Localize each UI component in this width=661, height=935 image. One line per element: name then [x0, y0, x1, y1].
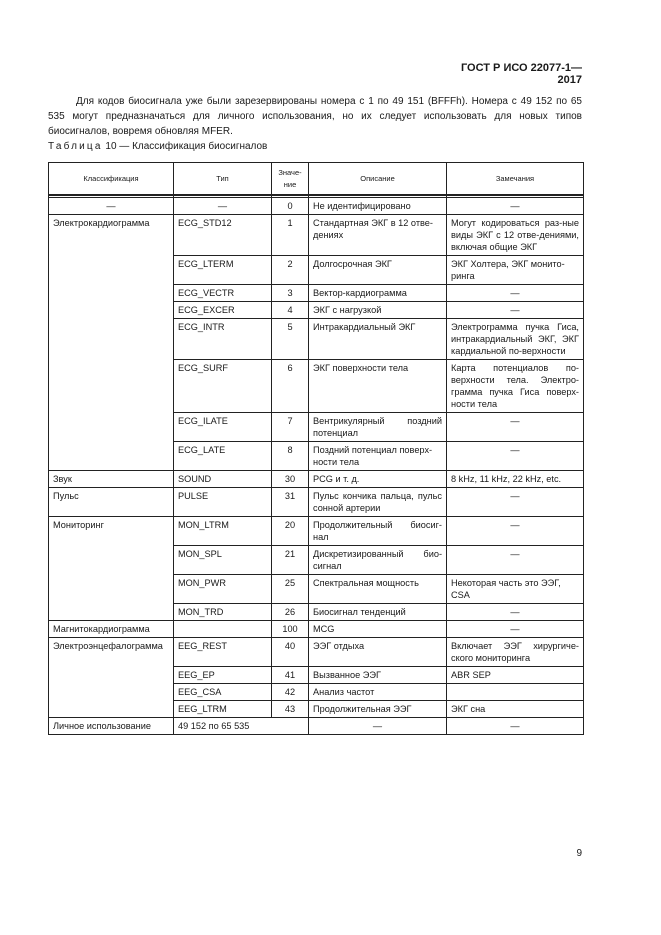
cell-value: 30	[272, 471, 309, 488]
cell-value: 31	[272, 488, 309, 517]
cell-value: 5	[272, 319, 309, 360]
col-header-classification: Классификация	[49, 163, 174, 196]
cell-type: MON_SPL	[174, 546, 272, 575]
cell-remarks: ЭКГ сна	[447, 701, 584, 718]
cell-classification: Мониторинг	[49, 517, 174, 621]
cell-remarks: —	[447, 517, 584, 546]
cell-remarks: —	[447, 718, 584, 735]
cell-remarks: —	[447, 604, 584, 621]
table-caption-label: Таблица	[48, 141, 103, 152]
cell-value: 3	[272, 285, 309, 302]
cell-remarks: —	[447, 302, 584, 319]
cell-type: ECG_STD12	[174, 215, 272, 256]
table-row	[49, 718, 584, 735]
table-caption-text: 10 — Классификация биосигналов	[102, 141, 268, 152]
cell-classification: Пульс	[49, 488, 174, 517]
cell-remarks: Могут кодироваться раз-ные виды ЭКГ с 12 отве-дениями, включая общие ЭКГ	[447, 215, 584, 256]
cell-description: Продолжительная ЭЭГ	[309, 701, 447, 718]
cell-classification: Личное использование	[49, 718, 174, 735]
cell-type: MON_PWR	[174, 575, 272, 604]
cell-description: PCG и т. д.	[309, 471, 447, 488]
cell-remarks: ABR SEP	[447, 667, 584, 684]
cell-description: —	[309, 718, 447, 735]
cell-value: 7	[272, 413, 309, 442]
cell-value: 40	[272, 638, 309, 667]
biosignal-table	[48, 162, 584, 735]
cell-value: 25	[272, 575, 309, 604]
table-row	[49, 517, 584, 546]
cell-description: Дискретизированный био-сигнал	[309, 546, 447, 575]
cell-type: ECG_ILATE	[174, 413, 272, 442]
cell-type: PULSE	[174, 488, 272, 517]
cell-type: ECG_SURF	[174, 360, 272, 413]
cell-type: EEG_CSA	[174, 684, 272, 701]
cell-description: Анализ частот	[309, 684, 447, 701]
cell-remarks: —	[447, 546, 584, 575]
cell-value: 20	[272, 517, 309, 546]
cell-value: 41	[272, 667, 309, 684]
cell-classification: Звук	[49, 471, 174, 488]
cell-classification: Магнитокардиограмма	[49, 621, 174, 638]
cell-type: ECG_INTR	[174, 319, 272, 360]
table-row	[49, 198, 584, 215]
cell-description: Продолжительный биосиг-нал	[309, 517, 447, 546]
cell-remarks: Электрограмма пучка Гиса, интракардиальный ЭКГ, ЭКГ кардиальной по-верхности	[447, 319, 584, 360]
cell-description: Спектральная мощность	[309, 575, 447, 604]
cell-description: Вентрикулярный поздний потенциал	[309, 413, 447, 442]
page-number: 9	[576, 848, 582, 859]
cell-remarks: —	[447, 413, 584, 442]
cell-description: ЭЭГ отдыха	[309, 638, 447, 667]
cell-value: 8	[272, 442, 309, 471]
cell-type: EEG_REST	[174, 638, 272, 667]
cell-type: ECG_VECTR	[174, 285, 272, 302]
cell-type: ECG_LTERM	[174, 256, 272, 285]
cell-type	[174, 621, 272, 638]
cell-description: Биосигнал тенденций	[309, 604, 447, 621]
cell-value: 43	[272, 701, 309, 718]
cell-description: ЭКГ поверхности тела	[309, 360, 447, 413]
cell-remarks: Включает ЭЭГ хирургиче-ского мониторинга	[447, 638, 584, 667]
cell-remarks: —	[447, 621, 584, 638]
cell-type: 49 152 по 65 535	[174, 718, 309, 735]
cell-type: MON_LTRM	[174, 517, 272, 546]
cell-description: MCG	[309, 621, 447, 638]
cell-remarks: ЭКГ Холтера, ЭКГ монито-ринга	[447, 256, 584, 285]
table-row	[49, 488, 584, 517]
cell-remarks: —	[447, 285, 584, 302]
table-row	[49, 215, 584, 256]
cell-classification: —	[49, 198, 174, 215]
cell-value: 4	[272, 302, 309, 319]
table-caption	[48, 141, 267, 152]
cell-value: 0	[272, 198, 309, 215]
table-header-row	[49, 163, 584, 196]
cell-description: Долгосрочная ЭКГ	[309, 256, 447, 285]
cell-description: Пульс кончика пальца, пульс сонной артерии	[309, 488, 447, 517]
cell-type: —	[174, 198, 272, 215]
cell-remarks: —	[447, 198, 584, 215]
cell-value: 100	[272, 621, 309, 638]
cell-remarks: —	[447, 488, 584, 517]
cell-remarks	[447, 684, 584, 701]
table-row	[49, 638, 584, 667]
col-header-description: Описание	[309, 163, 447, 196]
cell-classification: Электрокардиограмма	[49, 215, 174, 471]
cell-remarks: 8 kHz, 11 kHz, 22 kHz, etc.	[447, 471, 584, 488]
col-header-remarks: Замечания	[447, 163, 584, 196]
cell-remarks: Некоторая часть это ЭЭГ, CSA	[447, 575, 584, 604]
cell-description: Вызванное ЭЭГ	[309, 667, 447, 684]
cell-type: EEG_LTRM	[174, 701, 272, 718]
cell-value: 42	[272, 684, 309, 701]
col-header-value: Значе-ние	[272, 163, 309, 196]
cell-description: Поздний потенциал поверх-ности тела	[309, 442, 447, 471]
table-row	[49, 621, 584, 638]
cell-classification: Электроэнцефалограмма	[49, 638, 174, 718]
cell-type: ECG_EXCER	[174, 302, 272, 319]
cell-type: EEG_EP	[174, 667, 272, 684]
cell-description: Вектор-кардиограмма	[309, 285, 447, 302]
col-header-type: Тип	[174, 163, 272, 196]
document-header: ГОСТ Р ИСО 22077-1—2017	[460, 62, 582, 86]
cell-description: Не идентифицировано	[309, 198, 447, 215]
cell-value: 1	[272, 215, 309, 256]
cell-remarks: —	[447, 442, 584, 471]
cell-type: MON_TRD	[174, 604, 272, 621]
cell-remarks: Карта потенциалов по-верхности тела. Электро-грамма пучка Гиса поверх-ности тела	[447, 360, 584, 413]
cell-value: 21	[272, 546, 309, 575]
intro-paragraph: Для кодов биосигнала уже были зарезервированы номера с 1 по 49 151 (BFFFh). Номера с 49 152 по 65 535 могут предназначаться для личного использования, но их следует использовать для новых типов биосигналов, вовремя обновляя MFER.	[48, 96, 582, 137]
cell-type: ECG_LATE	[174, 442, 272, 471]
table-row	[49, 471, 584, 488]
cell-value: 2	[272, 256, 309, 285]
cell-type: SOUND	[174, 471, 272, 488]
cell-description: Интракардиальный ЭКГ	[309, 319, 447, 360]
cell-description: Стандартная ЭКГ в 12 отве-дениях	[309, 215, 447, 256]
cell-value: 26	[272, 604, 309, 621]
cell-value: 6	[272, 360, 309, 413]
cell-description: ЭКГ с нагрузкой	[309, 302, 447, 319]
